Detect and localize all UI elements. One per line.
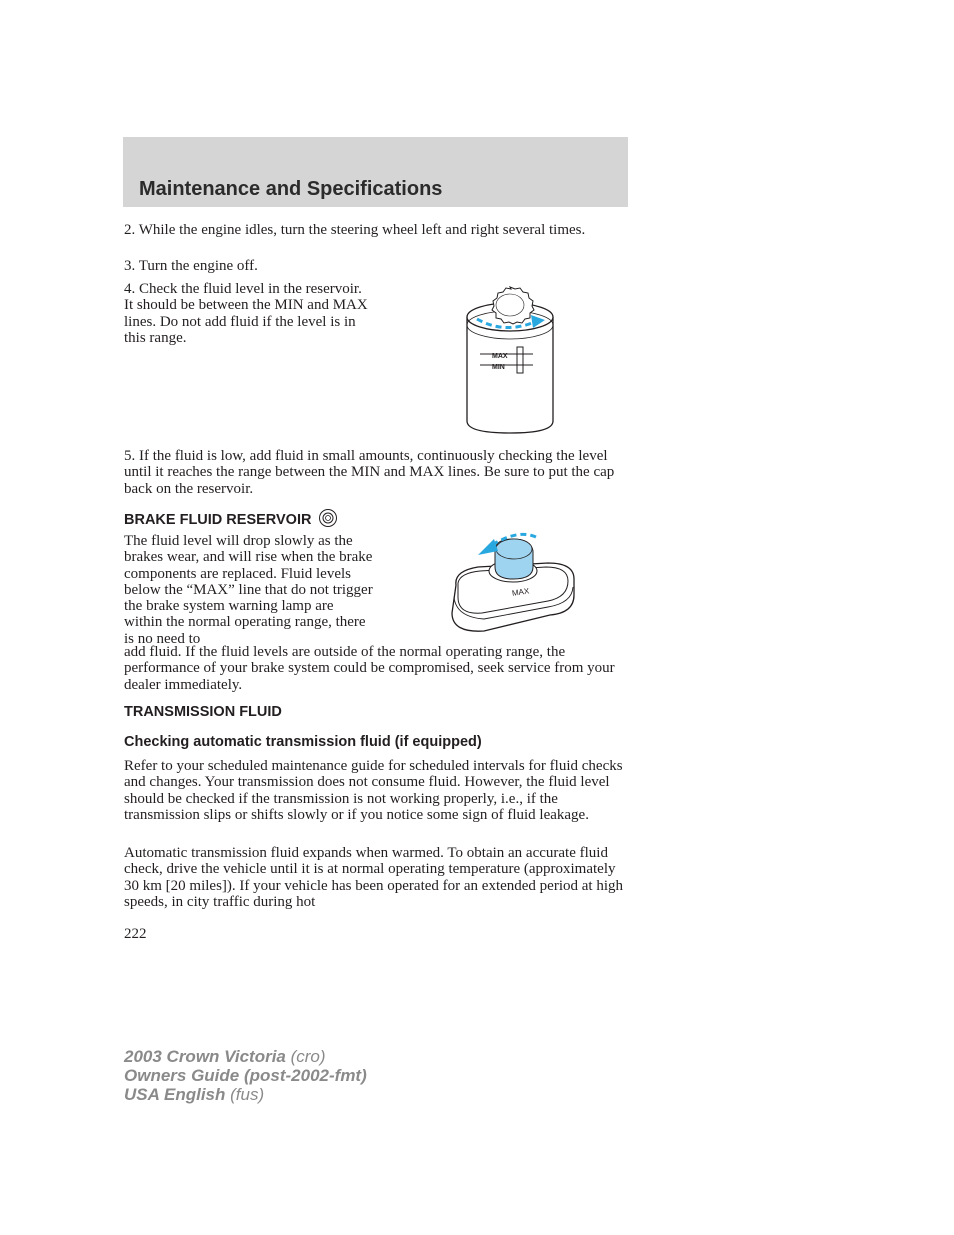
transmission-paragraph-2: Automatic transmission fluid expands when warmed. To obtain an accurate fluid check, drive the vehicle until it is at normal operating temperature (approximately 30 km [20 miles]). If your vehicle has been operated for an extended period at high speeds, in city traffic during hot: [124, 845, 623, 910]
footer-guide: Owners Guide (post-2002-fmt): [124, 1066, 367, 1085]
brake-paragraph-full: add fluid. If the fluid levels are outside of the normal operating range, the performance of your brake system could be compromised, seek service from your dealer immediately.: [124, 644, 615, 693]
step-5-text: 5. If the fluid is low, add fluid in small amounts, continuously checking the level until it reaches the range between the MIN and MAX lines. Be sure to put the cap back on the reservoir.: [124, 448, 615, 497]
transmission-paragraph-1: Refer to your scheduled maintenance guide for scheduled intervals for fluid checks and changes. Your transmission does not consume fluid. However, the fluid level should be checked if the transmission is not working properly, i.e., if the transmission slips or shifts slowly or if you notice some sign of fluid leakage.: [124, 758, 623, 823]
footer-line-3: [124, 1085, 367, 1104]
footer-vehicle: 2003 Crown Victoria: [124, 1047, 286, 1066]
brake-paragraph-wrapped: The fluid level will drop slowly as the brakes wear, and will rise when the brake components are replaced. Fluid levels below the “MAX” line that do not trigger the brake system warning lamp are within the normal operating range, there is no need to: [124, 533, 373, 647]
brake-fluid-heading: [124, 508, 338, 528]
brake-fluid-heading-text: BRAKE FLUID RESERVOIR: [124, 512, 312, 528]
step-3-text: 3. Turn the engine off.: [124, 258, 258, 274]
power-steering-reservoir-figure: [455, 283, 565, 438]
brake-fluid-reservoir-figure: [448, 533, 578, 643]
step-4-text: 4. Check the fluid level in the reservoir. It should be between the MIN and MAX lines. Do not add fluid if the level is in this range.: [124, 281, 368, 346]
reservoir-body: [467, 317, 553, 433]
brake-max-label: MAX: [511, 586, 530, 598]
footer-vehicle-code: (cro): [285, 1047, 326, 1066]
section-header-band: [123, 137, 628, 207]
document-footer: [124, 1047, 367, 1104]
section-title: Maintenance and Specifications: [139, 178, 443, 200]
footer-line-1: [124, 1047, 367, 1066]
max-label: MAX: [492, 353, 508, 360]
page-number: 222: [124, 926, 147, 942]
step-2-text: 2. While the engine idles, turn the steering wheel left and right several times.: [124, 222, 586, 238]
min-label: MIN: [492, 364, 505, 371]
brake-cap-top: [496, 539, 532, 559]
transmission-fluid-heading: TRANSMISSION FLUID: [124, 704, 282, 720]
footer-language: USA English: [124, 1085, 226, 1104]
brake-symbol-icon: [318, 508, 338, 528]
transmission-subheading: Checking automatic transmission fluid (if equipped): [124, 734, 482, 750]
reservoir-cap: [492, 287, 534, 324]
footer-language-code: (fus): [225, 1085, 265, 1104]
footer-line-2: [124, 1066, 367, 1085]
